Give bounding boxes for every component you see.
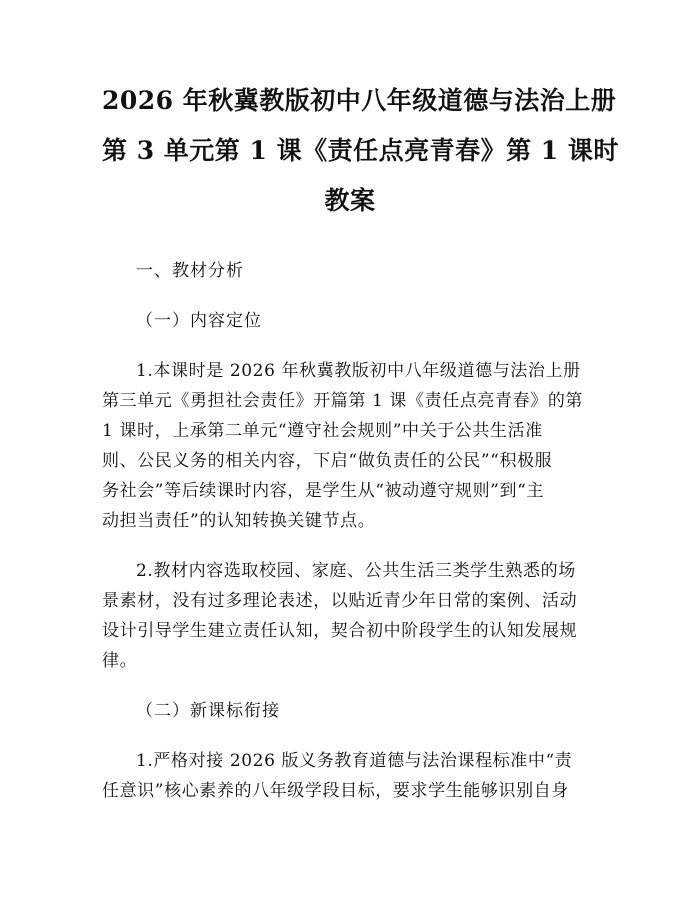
paragraph-line: 设计引导学生建立责任认知，契合初中阶段学生的认知发展规	[102, 621, 578, 641]
paragraph-line: 任意识”核心素养的八年级学段目标，要求学生能够识别自身	[102, 781, 569, 801]
paragraph-line: 第三单元《勇担社会责任》开篇第 1 课《责任点亮青春》的第	[102, 391, 584, 411]
title-line-2: 第 3 单元第 1 课《责任点亮青春》第 1 课时	[102, 136, 619, 165]
document-title	[102, 0, 619, 226]
section-heading-materials-analysis: 一、教材分析	[136, 261, 244, 281]
paragraph-line: 2.教材内容选取校园、家庭、公共生活三类学生熟悉的场	[136, 561, 576, 581]
paragraph-line: 则、公民义务的相关内容，下启“做负责任的公民”“积极服	[102, 451, 553, 471]
paragraph-line: 动担当责任”的认知转换关键节点。	[102, 511, 376, 531]
sub-heading-curriculum-alignment: （二）新课标衔接	[136, 701, 280, 721]
paragraph-line: 1 课时，上承第二单元“遵守社会规则”中关于公共生活准	[102, 421, 543, 441]
paragraph-line: 景素材，没有过多理论表述，以贴近青少年日常的案例、活动	[102, 591, 578, 611]
sub-heading-content-positioning: （一）内容定位	[136, 311, 262, 331]
title-line-1: 2026 年秋冀教版初中八年级道德与法治上册	[102, 86, 617, 115]
title-line-3: 教案	[324, 186, 376, 215]
paragraph-line: 1.严格对接 2026 版义务教育道德与法治课程标准中“责	[136, 751, 573, 771]
paragraph-line: 1.本课时是 2026 年秋冀教版初中八年级道德与法治上册	[136, 361, 581, 381]
paragraph-content-positioning-1	[102, 356, 598, 536]
paragraph-curriculum-alignment-1	[102, 746, 598, 806]
paragraph-line: 务社会”等后续课时内容，是学生从“被动遵守规则”到“主	[102, 481, 544, 501]
paragraph-content-positioning-2	[102, 556, 598, 676]
paragraph-line: 律。	[102, 651, 138, 671]
